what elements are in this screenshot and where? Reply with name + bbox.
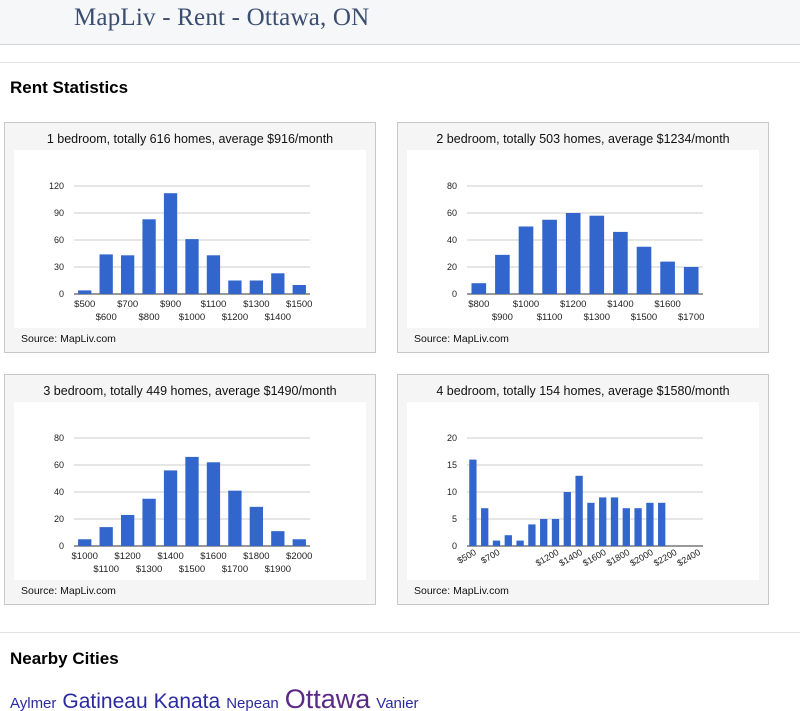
city-link-nepean[interactable]: Nepean bbox=[226, 695, 279, 711]
bar bbox=[293, 539, 306, 546]
y-tick-label: 5 bbox=[451, 514, 457, 524]
x-tick-label: $1000 bbox=[71, 551, 98, 562]
bar bbox=[613, 232, 628, 294]
histogram-2-bedroom bbox=[407, 150, 759, 328]
city-link-aylmer[interactable]: Aylmer bbox=[10, 695, 57, 711]
x-tick-label: $1800 bbox=[604, 547, 632, 569]
y-tick-label: 40 bbox=[53, 487, 64, 497]
x-tick-label: $2400 bbox=[675, 547, 703, 569]
histogram-3-bedroom bbox=[14, 402, 366, 580]
bar bbox=[684, 267, 699, 294]
x-tick-label: $1200 bbox=[114, 551, 141, 562]
bar bbox=[611, 497, 618, 546]
bar bbox=[207, 255, 220, 294]
bar bbox=[228, 281, 241, 295]
bar bbox=[293, 285, 306, 294]
bar bbox=[564, 492, 571, 546]
x-tick-label: $1500 bbox=[178, 564, 206, 575]
bar bbox=[516, 541, 523, 546]
city-link-kanata[interactable]: Kanata bbox=[153, 690, 221, 711]
bar bbox=[495, 255, 510, 294]
histogram-4-bedroom bbox=[407, 402, 759, 580]
bar bbox=[142, 499, 155, 546]
x-tick-label: $800 bbox=[138, 312, 160, 323]
y-tick-label: 0 bbox=[58, 541, 64, 551]
rent-statistics-heading: Rent Statistics bbox=[10, 78, 129, 97]
x-tick-label: $1600 bbox=[581, 547, 608, 569]
y-tick-label: 10 bbox=[446, 487, 457, 497]
bar bbox=[658, 503, 665, 546]
x-tick-label: $1200 bbox=[533, 547, 561, 569]
chart-plot-area bbox=[407, 150, 759, 328]
bar bbox=[185, 457, 198, 546]
chart-title: 3 bedroom, totally 449 homes, average $1490/month bbox=[43, 384, 337, 398]
x-tick-label: $700 bbox=[479, 547, 502, 566]
chart-plot-area bbox=[407, 402, 759, 580]
x-tick-label: $500 bbox=[455, 547, 478, 566]
chart-source: Source: MapLiv.com bbox=[414, 585, 509, 597]
x-tick-label: $800 bbox=[468, 299, 490, 310]
x-tick-label: $1400 bbox=[264, 312, 292, 323]
x-tick-label: $500 bbox=[74, 299, 96, 310]
bar bbox=[575, 476, 582, 546]
x-tick-label: $1200 bbox=[559, 299, 587, 310]
bar bbox=[271, 531, 284, 546]
bar bbox=[185, 239, 198, 294]
y-tick-label: 20 bbox=[446, 433, 457, 443]
chart-card-1-bedroom bbox=[4, 122, 376, 353]
x-tick-label: $1000 bbox=[178, 312, 206, 323]
y-tick-label: 90 bbox=[53, 208, 64, 218]
city-link-vanier[interactable]: Vanier bbox=[376, 695, 419, 711]
x-tick-label: $1500 bbox=[286, 299, 313, 310]
y-tick-label: 80 bbox=[446, 181, 457, 191]
bar bbox=[164, 470, 177, 546]
x-tick-label: $1300 bbox=[243, 299, 270, 310]
bar bbox=[542, 220, 557, 294]
bar bbox=[250, 281, 263, 295]
city-link-gatineau[interactable]: Gatineau bbox=[62, 690, 148, 711]
page-header bbox=[0, 0, 800, 45]
bar bbox=[493, 541, 500, 546]
x-tick-label: $1400 bbox=[157, 551, 184, 562]
x-tick-label: $1900 bbox=[264, 564, 292, 575]
x-tick-label: $1400 bbox=[607, 299, 634, 310]
x-tick-label: $1800 bbox=[243, 551, 270, 562]
bar bbox=[100, 527, 113, 546]
y-tick-label: 60 bbox=[446, 208, 457, 218]
x-tick-label: $2000 bbox=[286, 551, 313, 562]
divider bbox=[0, 62, 800, 63]
page-title: MapLiv - Rent - Ottawa, ON bbox=[74, 4, 370, 31]
x-tick-label: $900 bbox=[491, 312, 513, 323]
chart-source: Source: MapLiv.com bbox=[21, 333, 116, 345]
bar bbox=[505, 535, 512, 546]
x-tick-label: $1100 bbox=[536, 312, 563, 323]
y-tick-label: 30 bbox=[53, 262, 64, 272]
bar bbox=[528, 524, 535, 546]
y-tick-label: 0 bbox=[451, 541, 457, 551]
bar bbox=[637, 247, 652, 294]
bar bbox=[164, 193, 177, 294]
nearby-cities-heading: Nearby Cities bbox=[10, 649, 119, 668]
city-link-ottawa[interactable]: Ottawa bbox=[284, 684, 371, 711]
bar bbox=[552, 519, 559, 546]
bar bbox=[207, 462, 220, 546]
bar bbox=[481, 508, 488, 546]
bar bbox=[540, 519, 547, 546]
chart-plot-area bbox=[14, 150, 366, 328]
y-tick-label: 20 bbox=[53, 514, 64, 524]
bar bbox=[587, 503, 594, 546]
bar bbox=[78, 539, 91, 546]
y-tick-label: 40 bbox=[446, 235, 457, 245]
x-tick-label: $1200 bbox=[221, 312, 249, 323]
bar bbox=[646, 503, 653, 546]
bar bbox=[623, 508, 630, 546]
divider bbox=[0, 632, 800, 633]
y-tick-label: 60 bbox=[53, 460, 64, 470]
bar bbox=[519, 227, 534, 295]
x-tick-label: $1000 bbox=[512, 299, 540, 310]
x-tick-label: $2200 bbox=[651, 547, 679, 569]
bar bbox=[250, 507, 263, 546]
x-tick-label: $1100 bbox=[200, 299, 227, 310]
chart-card-2-bedroom bbox=[397, 122, 769, 353]
bar bbox=[271, 273, 284, 294]
chart-source: Source: MapLiv.com bbox=[21, 585, 116, 597]
x-tick-label: $1600 bbox=[654, 299, 681, 310]
x-tick-label: $1600 bbox=[200, 551, 227, 562]
y-tick-label: 60 bbox=[53, 235, 64, 245]
bar bbox=[228, 491, 241, 546]
bar bbox=[471, 283, 486, 294]
bar bbox=[660, 262, 675, 294]
chart-card-4-bedroom bbox=[397, 374, 769, 605]
chart-plot-area bbox=[14, 402, 366, 580]
x-tick-label: $1700 bbox=[677, 312, 705, 323]
bar bbox=[142, 219, 155, 294]
x-tick-label: $1500 bbox=[630, 312, 658, 323]
x-tick-label: $1700 bbox=[221, 564, 249, 575]
bar bbox=[566, 213, 581, 294]
x-tick-label: $1400 bbox=[557, 547, 585, 569]
x-tick-label: $1100 bbox=[93, 564, 120, 575]
histogram-1-bedroom bbox=[14, 150, 366, 328]
y-tick-label: 0 bbox=[58, 289, 64, 299]
bar bbox=[100, 254, 113, 294]
bar bbox=[634, 508, 641, 546]
x-tick-label: $600 bbox=[95, 312, 117, 323]
x-tick-label: $700 bbox=[117, 299, 139, 310]
bar bbox=[121, 255, 134, 294]
y-tick-label: 20 bbox=[446, 262, 457, 272]
y-tick-label: 80 bbox=[53, 433, 64, 443]
x-tick-label: $1300 bbox=[583, 312, 611, 323]
chart-card-3-bedroom bbox=[4, 374, 376, 605]
x-tick-label: $1300 bbox=[135, 564, 163, 575]
x-tick-label: $900 bbox=[159, 299, 182, 310]
y-tick-label: 15 bbox=[446, 460, 457, 470]
bar bbox=[599, 497, 606, 546]
chart-title: 2 bedroom, totally 503 homes, average $1234/month bbox=[436, 132, 730, 146]
y-tick-label: 120 bbox=[48, 181, 64, 191]
y-tick-label: 0 bbox=[451, 289, 457, 299]
bar bbox=[589, 216, 604, 294]
bar bbox=[469, 460, 476, 546]
bar bbox=[78, 290, 91, 294]
x-tick-label: $2000 bbox=[628, 547, 655, 569]
nearby-cities-list bbox=[10, 684, 790, 711]
chart-title: 1 bedroom, totally 616 homes, average $916/month bbox=[46, 132, 334, 146]
bar bbox=[121, 515, 134, 546]
chart-source: Source: MapLiv.com bbox=[414, 333, 509, 345]
chart-title: 4 bedroom, totally 154 homes, average $1580/month bbox=[436, 384, 730, 398]
